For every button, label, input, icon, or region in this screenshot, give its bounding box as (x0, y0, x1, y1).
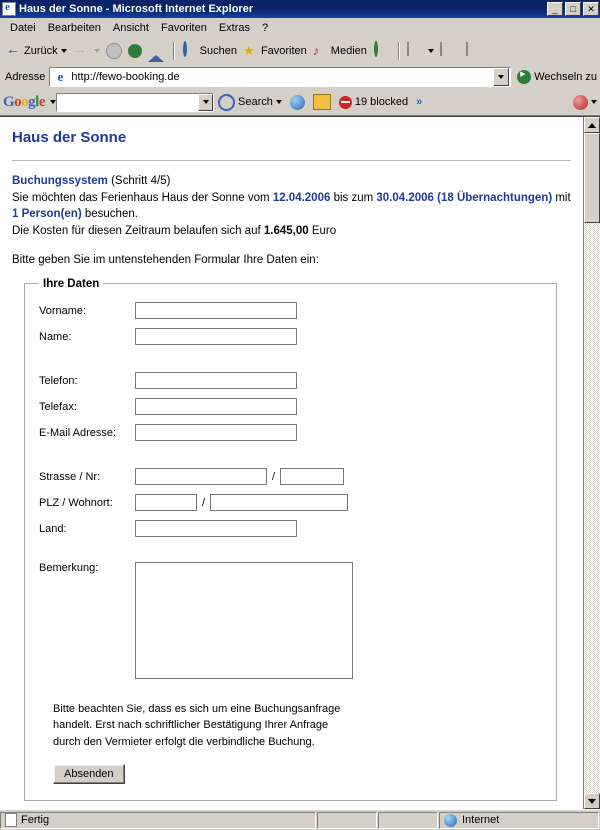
name-label: Name: (39, 330, 72, 343)
status-text: Fertig (21, 814, 50, 826)
search-button[interactable] (179, 40, 240, 62)
booking-note: Bitte beachten Sie, dass es sich um eine Buchungsanfrage handelt. Erst nach schriftlicher Bestätigung Ihrer Anfrage durch den Vermieter erfolgt die verbindliche Buchung. (53, 702, 341, 748)
favorites-label: Favoriten (260, 45, 307, 57)
media-button[interactable] (310, 40, 370, 62)
google-logo: Google (3, 93, 46, 110)
wohnort-input[interactable] (210, 494, 348, 511)
close-button[interactable]: ✕ (583, 2, 599, 16)
row-land (39, 518, 542, 540)
address-url: http://fewo-booking.de (71, 71, 180, 83)
search-label: Suchen (199, 45, 237, 57)
booking-step: (Schritt 4/5) (111, 175, 171, 187)
spacer (39, 352, 542, 370)
name-input[interactable] (135, 328, 297, 345)
document-icon (5, 813, 17, 827)
booking-sentence-1 (12, 190, 571, 223)
history-button[interactable] (370, 40, 394, 62)
address-label: Adresse (5, 71, 46, 83)
web-page (0, 117, 583, 809)
plz-input[interactable] (135, 494, 197, 511)
vorname-label: Vorname: (39, 304, 87, 317)
bemerkung-label: Bemerkung: (39, 561, 99, 574)
strasse-input[interactable] (135, 468, 267, 485)
person-count: 1 Person(en) (12, 208, 82, 221)
popup-blocker-status[interactable] (335, 92, 412, 112)
row-name (39, 326, 542, 348)
email-label: E-Mail Adresse: (39, 426, 117, 439)
plz-label: PLZ / Wohnort: (39, 496, 113, 509)
menu-favoriten[interactable]: Favoriten (160, 21, 207, 34)
back-button[interactable] (3, 40, 70, 62)
arrow-left-icon (6, 43, 22, 59)
menu-bearbeiten[interactable]: Bearbeiten (47, 21, 101, 34)
home-button[interactable] (145, 40, 169, 62)
row-bemerkung (39, 562, 542, 679)
sentence1-part-b: bis zum (330, 191, 377, 204)
history-icon (373, 43, 389, 59)
date-to: 30.04.2006 (18 Übernachtungen) (376, 191, 553, 204)
total-price: 1.645,00 (263, 225, 309, 238)
go-icon (517, 70, 531, 84)
back-label: Zurück (24, 45, 58, 57)
globe-icon[interactable] (290, 95, 305, 110)
stop-button[interactable] (103, 40, 125, 62)
home-icon (148, 43, 164, 59)
go-button[interactable] (517, 70, 597, 84)
form-instruction: Bitte geben Sie im untenstehenden Formular Ihre Daten ein: (12, 253, 319, 266)
menu-extras[interactable]: Extras (218, 21, 251, 34)
sentence1-part-c: mit (552, 191, 571, 204)
stop-icon (106, 43, 122, 59)
spacer (39, 544, 542, 562)
google-toolbar-right (573, 95, 597, 110)
booking-intro (12, 173, 571, 240)
telefon-label: Telefon: (39, 374, 78, 387)
content-area (0, 116, 600, 809)
ie-logo-icon (2, 2, 16, 16)
row-email (39, 422, 542, 444)
star-icon: ★ (242, 43, 255, 58)
google-search-button[interactable] (214, 92, 286, 112)
chevron-down-icon[interactable] (425, 45, 434, 57)
window-controls (547, 2, 599, 16)
plz-separator: / (202, 496, 206, 509)
booking-sentence-2 (12, 223, 571, 240)
zone-label: Internet (462, 814, 500, 826)
mail-button[interactable] (404, 40, 437, 62)
strasse-label: Strasse / Nr: (39, 470, 101, 483)
sentence2-part-a: Die Kosten für diesen Zeitraum belaufen sich auf (12, 225, 264, 238)
menu-bar (0, 18, 600, 38)
search-icon (182, 43, 198, 59)
bemerkung-textarea[interactable] (135, 562, 353, 679)
go-label: Wechseln zu (534, 71, 597, 83)
toolbar-separator (398, 42, 400, 60)
hausnummer-input[interactable] (280, 468, 344, 485)
chevron-down-icon[interactable] (273, 96, 282, 108)
title-divider (12, 160, 571, 161)
fieldset-legend: Ihre Daten (43, 277, 100, 290)
menu-ansicht[interactable]: Ansicht (112, 21, 149, 34)
search-icon (218, 94, 235, 111)
printer-icon (440, 43, 456, 59)
vorname-input[interactable] (135, 302, 297, 319)
favorites-button[interactable] (240, 40, 310, 62)
chevron-down-icon[interactable] (588, 96, 597, 108)
status-bar (0, 809, 600, 830)
forward-button[interactable] (70, 40, 103, 62)
address-bar (0, 65, 600, 89)
telefax-input[interactable] (135, 398, 297, 415)
title-bar (0, 0, 600, 18)
page-scrollbar[interactable] (583, 117, 600, 809)
your-data-fieldset (24, 278, 557, 802)
status-pane-3 (378, 812, 438, 829)
telefax-label: Telefax: (39, 400, 77, 413)
status-text-pane (0, 812, 316, 829)
google-toolbar (0, 89, 600, 116)
minimize-button[interactable]: _ (547, 2, 563, 16)
google-search-label: Search (238, 96, 273, 108)
edit-button[interactable] (461, 40, 485, 62)
scrollbar-thumb[interactable] (584, 133, 600, 223)
date-from: 12.04.2006 (272, 191, 331, 204)
refresh-icon (128, 44, 142, 58)
page-icon: e (57, 69, 64, 84)
media-icon: ♪ (312, 43, 320, 58)
row-strasse (39, 466, 542, 488)
booking-system-label: Buchungssystem (12, 175, 108, 187)
booking-system-line (12, 173, 571, 190)
toolbar-separator (173, 42, 175, 60)
sentence1-part-d: besuchen. (81, 208, 138, 221)
row-telefax (39, 396, 542, 418)
edit-page-icon (464, 43, 480, 59)
sentence2-part-b: Euro (308, 225, 337, 238)
mail-icon (407, 43, 423, 59)
scrollbar-track[interactable] (584, 133, 600, 793)
maximize-button[interactable]: □ (565, 2, 581, 16)
menu-datei[interactable]: Datei (10, 21, 36, 34)
more-toolbar-button[interactable]: » (416, 96, 423, 108)
window-title: Haus der Sonne - Microsoft Internet Explorer (19, 3, 254, 15)
google-history-dropdown-icon[interactable] (198, 94, 213, 111)
arrow-right-icon (73, 43, 89, 59)
address-dropdown-icon[interactable] (493, 68, 509, 86)
page-title: Haus der Sonne (12, 129, 127, 146)
navigation-toolbar (0, 38, 600, 65)
chevron-down-icon[interactable] (91, 45, 100, 57)
row-plz (39, 492, 542, 514)
submit-button[interactable]: Absenden (53, 764, 125, 784)
security-zone-pane (439, 812, 599, 829)
status-pane-2 (317, 812, 377, 829)
row-telefon (39, 370, 542, 392)
chevron-down-icon[interactable] (58, 45, 67, 57)
scroll-down-button[interactable] (584, 793, 600, 809)
scroll-up-button[interactable] (584, 117, 600, 133)
strasse-separator: / (272, 470, 276, 483)
email-input[interactable] (135, 424, 297, 441)
land-label: Land: (39, 522, 67, 535)
spacer (39, 448, 542, 466)
refresh-button[interactable] (125, 40, 145, 62)
blocked-label: 19 blocked (354, 96, 409, 108)
land-input[interactable] (135, 520, 297, 537)
sentence1-part-a: Sie möchten das Ferienhaus Haus der Sonne vom (12, 191, 273, 204)
print-button[interactable] (437, 40, 461, 62)
globe-icon (444, 814, 457, 827)
chevron-down-icon[interactable] (47, 96, 56, 108)
media-label: Medien (330, 45, 367, 57)
highlight-icon[interactable] (313, 94, 331, 110)
address-input[interactable] (49, 67, 511, 87)
google-search-input[interactable] (56, 93, 214, 112)
autofill-icon[interactable] (573, 95, 588, 110)
row-vorname (39, 300, 542, 322)
menu-help[interactable]: ? (262, 21, 269, 34)
block-icon (339, 96, 352, 109)
telefon-input[interactable] (135, 372, 297, 389)
